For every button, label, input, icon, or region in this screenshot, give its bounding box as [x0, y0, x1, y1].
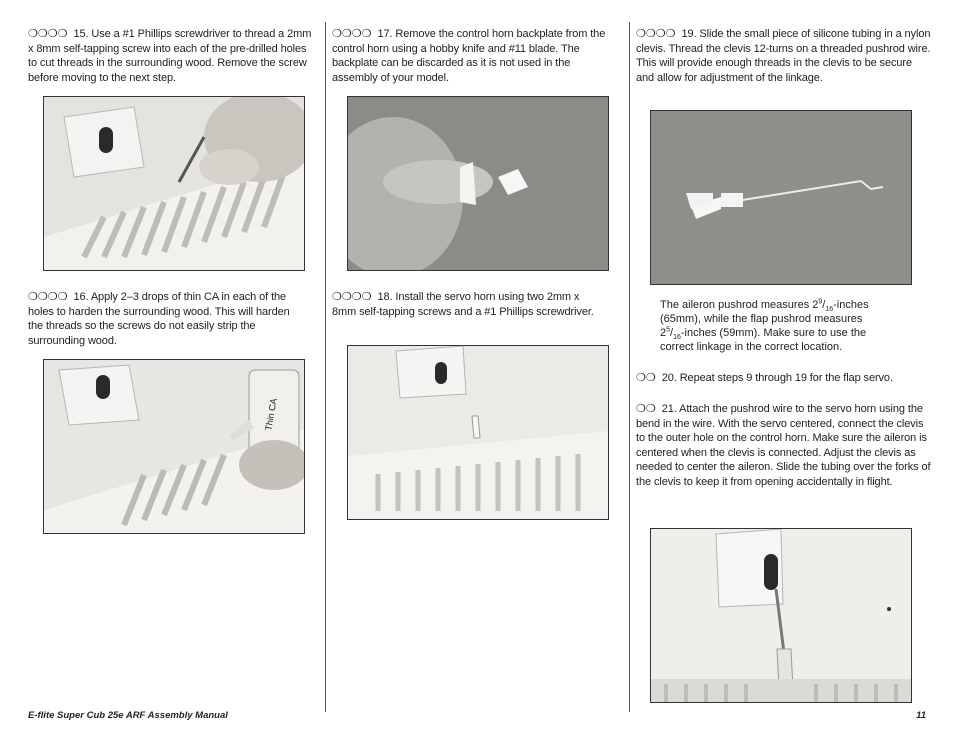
bottle-label: Thin CA [263, 397, 279, 432]
step-checkboxes[interactable]: ❍❍ [636, 403, 656, 415]
photo-step-16 [43, 359, 305, 534]
step-checkboxes[interactable]: ❍❍❍❍ [636, 28, 676, 40]
step-text: Use a #1 Phillips screwdriver to thread a 2mm x 8mm self-tapping screw into each of the pre-drilled holes to cut threads in the surrounding wood. Remove the screw before moving to the next step. [28, 28, 312, 84]
step-text: Apply 2–3 drops of thin CA in each of the holes to harden the surrounding wood. This will harden the threads so the screws do not easily strip the surrounding wood. [28, 291, 290, 347]
photo-step-18 [347, 345, 609, 520]
step-number: 16. [73, 291, 89, 303]
step-16 [28, 290, 298, 348]
step-checkboxes[interactable]: ❍❍ [636, 372, 656, 384]
page-number: 11 [916, 710, 926, 721]
step-18 [332, 290, 602, 319]
column-divider-1 [325, 22, 326, 712]
control-horn-photo [348, 97, 608, 270]
step-text: Attach the pushrod wire to the servo horn using the bend in the wire. With the servo centered, connect the clevis to the outer hole on the control horn. Make sure the aileron is centered when the clevis is connected. Adjust the clevis as needed to center the aileron. Slide the tubing over the forks of the clevis to keep it from opening accidentally in flight. [636, 403, 931, 488]
step-19 [636, 27, 931, 85]
step-text: Install the servo horn using two 2mm x 8mm self-tapping screws and a #1 Phillips screwdriver. [332, 291, 594, 318]
column-divider-2 [629, 22, 630, 712]
step-number: 17. [377, 28, 393, 40]
photo-step-17 [347, 96, 609, 271]
step-text: Repeat steps 9 through 19 for the flap servo. [679, 372, 893, 384]
photo-step-21 [650, 528, 912, 703]
step-text: Slide the small piece of silicone tubing in a nylon clevis. Thread the clevis 12-turns on a threaded pushrod wire. This will provide enough threads in the clevis to be secure and allow for adjustment of the linkage. [636, 28, 931, 84]
step-15 [28, 27, 313, 85]
step-checkboxes[interactable]: ❍❍❍❍ [28, 28, 68, 40]
screwdriver-photo [44, 97, 304, 270]
step-text: Remove the control horn backplate from the control horn using a hobby knife and #11 blade. The backplate can be discarded as it is not used in the assembly of your model. [332, 28, 606, 84]
step-checkboxes[interactable]: ❍❍❍❍ [28, 291, 68, 303]
photo-step-19 [650, 110, 912, 285]
step-number: 20. [661, 372, 677, 384]
step-checkboxes[interactable]: ❍❍❍❍ [332, 291, 372, 303]
servo-horn-photo [348, 346, 608, 519]
ca-bottle-photo [44, 360, 304, 533]
aileron-linkage-photo [651, 529, 911, 702]
step-20 [636, 371, 931, 386]
step-checkboxes[interactable]: ❍❍❍❍ [332, 28, 372, 40]
manual-title: E-flite Super Cub 25e ARF Assembly Manual [28, 710, 228, 721]
step-number: 19. [681, 28, 697, 40]
step-number: 18. [377, 291, 393, 303]
step-number: 21. [661, 403, 677, 415]
step-21 [636, 402, 931, 490]
step-number: 15. [73, 28, 89, 40]
pushrod-note: The aileron pushrod measures $2^9/_{16}$-inches (65mm), while the flap pushrod measures $2^5/_{16}$-inches (59mm). Make sure to use the correct linkage in the correct location. [660, 298, 869, 353]
step-17 [332, 27, 617, 85]
pushrod-clevis-photo [651, 111, 911, 284]
photo-step-15 [43, 96, 305, 271]
